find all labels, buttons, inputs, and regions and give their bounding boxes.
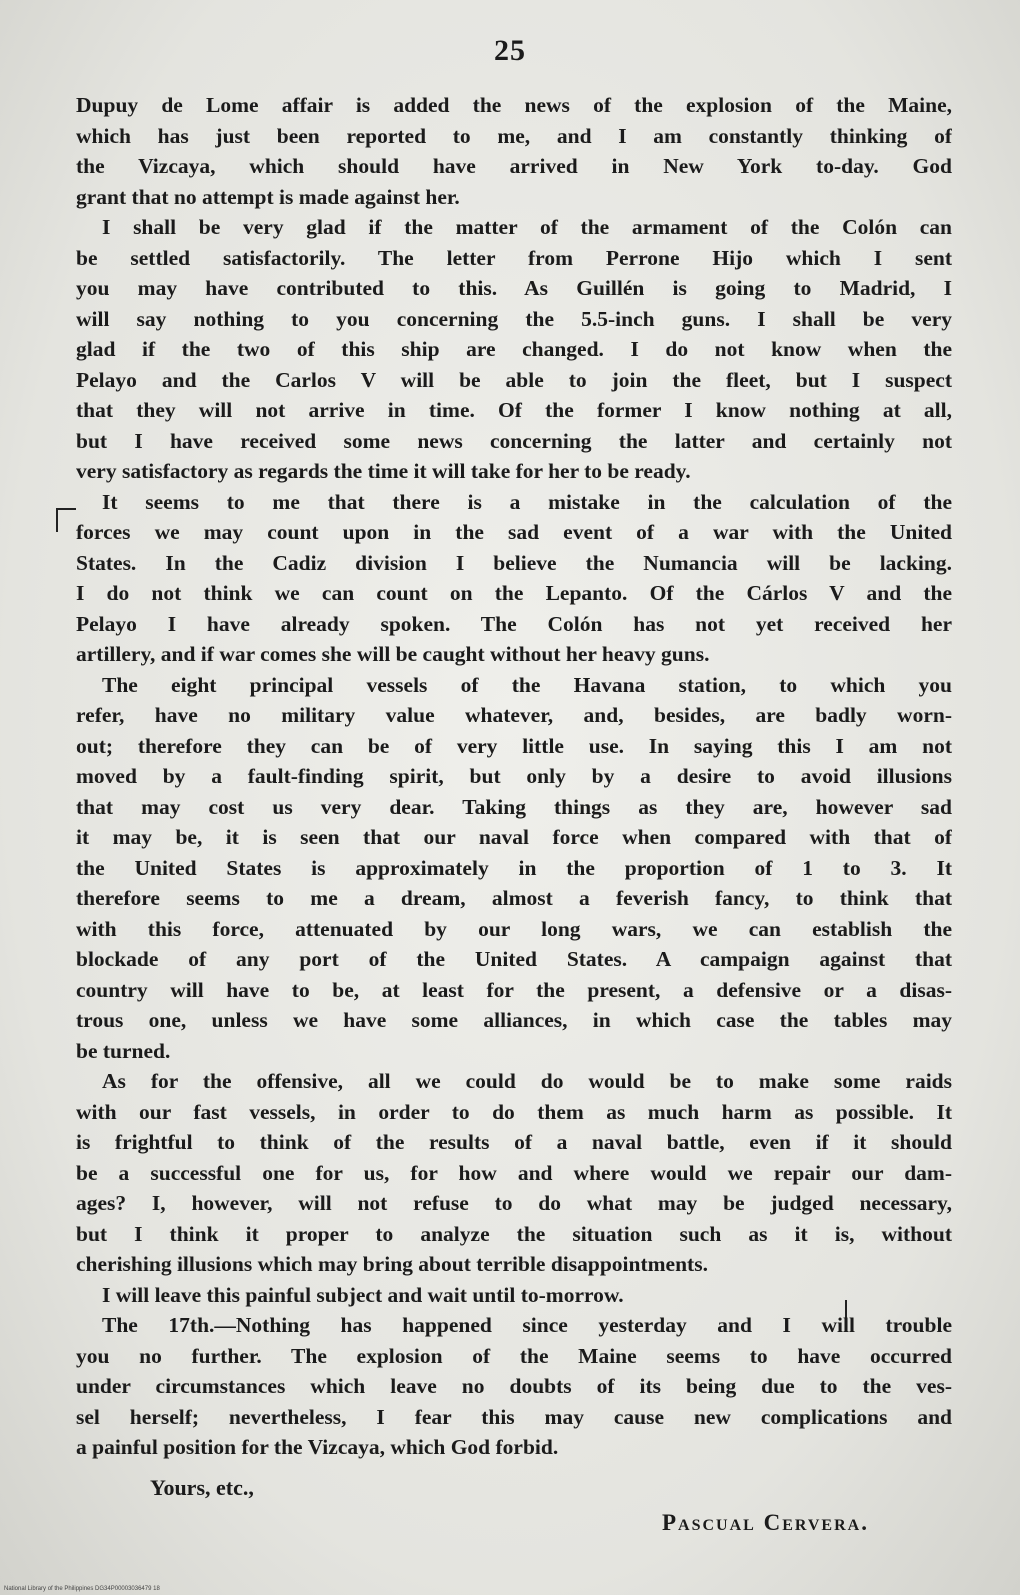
text-line: you no further. The explosion of the Maine seems to have occurred [76,1343,952,1368]
margin-bracket-open [56,508,76,532]
text-line: country will have to be, at least for the present, a defensive or a disas- [76,977,952,1002]
text-line: cherishing illusions which may bring about terrible disappointments. [76,1252,708,1276]
text-line: that may cost us very dear. Taking things as they are, however sad [76,794,952,819]
text-line: grant that no attempt is made against her. [76,184,460,209]
text-line: I will leave this painful subject and wait until to-morrow. [102,1282,624,1307]
text-line: the United States is approximately in the proportion of 1 to 3. It [76,855,952,880]
text-line: sel herself; nevertheless, I fear this may cause new complications and [76,1404,952,1429]
text-line: The 17th.—Nothing has happened since yesterday and I will trouble [102,1313,952,1337]
text-line: very satisfactory as regards the time it will take for her to be ready. [76,459,691,483]
text-line: blockade of any port of the United States. A campaign against that [76,947,952,971]
text-line: it may be, it is seen that our naval force when compared with that of [76,825,952,849]
text-line: but I think it proper to analyze the situation such as it is, without [76,1221,952,1246]
page-number: 25 [494,34,526,67]
text-line: Dupuy de Lome affair is added the news of the explosion of the Maine, [76,93,952,117]
text-line: artillery, and if war comes she will be caught without her heavy guns. [76,642,710,666]
text-line: forces we may count upon in the sad event of a war with the United [76,520,952,544]
signature: Pascual Cervera. [662,1510,869,1535]
text-line: which has just been reported to me, and I am constantly thinking of [76,123,952,148]
closing-salutation: Yours, etc., [150,1475,254,1500]
text-line: be turned. [76,1038,171,1063]
text-line: a painful position for the Vizcaya, which God forbid. [76,1435,559,1459]
text-line: It seems to me that there is a mistake in the calculation of the [102,489,952,514]
text-line: will say nothing to you concerning the 5.5-inch guns. I shall be very [76,306,952,331]
text-line: but I have received some news concerning the latter and certainly not [76,428,952,453]
text-line: States. In the Cadiz division I believe the Numancia will be lacking. [76,550,952,575]
text-line: with our fast vessels, in order to do them as much harm as possible. It [76,1099,952,1124]
text-line: ages? I, however, will not refuse to do what may be judged necessary, [76,1191,952,1215]
text-line: therefore seems to me a dream, almost a feverish fancy, to think that [76,886,952,910]
text-line: The eight principal vessels of the Havana station, to which you [102,672,952,697]
text-line: As for the offensive, all we could do would be to make some raids [102,1069,952,1093]
text-line: be settled satisfactorily. The letter from Perrone Hijo which I sent [76,245,952,270]
text-line: trous one, unless we have some alliances, in which case the tables may [76,1008,952,1032]
text-line: I do not think we can count on the Lepanto. Of the Cárlos V and the [76,581,952,605]
text-line: Pelayo and the Carlos V will be able to join the fleet, but I suspect [76,367,952,392]
text-line: refer, have no military value whatever, and, besides, are badly worn- [76,703,952,727]
text-line: out; therefore they can be of very little use. In saying this I am not [76,733,952,758]
text-line: that they will not arrive in time. Of the former I know nothing at all, [76,398,952,422]
text-line: under circumstances which leave no doubts of its being due to the ves- [76,1374,952,1398]
text-line: glad if the two of this ship are changed. I do not know when the [76,337,952,361]
text-line: with this force, attenuated by our long wars, we can establish the [76,916,952,941]
text-line: be a successful one for us, for how and where would we repair our dam- [76,1160,952,1185]
text-line: is frightful to think of the results of a naval battle, even if it should [76,1130,952,1154]
text-line: I shall be very glad if the matter of the armament of the Colón can [102,215,952,239]
text-line: Pelayo I have already spoken. The Colón has not yet received her [76,611,952,636]
text-line: the Vizcaya, which should have arrived in New York to-day. God [76,154,952,178]
text-line: moved by a fault-finding spirit, but only by a desire to avoid illusions [76,764,952,788]
text-line: you may have contributed to this. As Guillén is going to Madrid, I [76,276,952,300]
footer-note: National Library of the Philippines DG34P00003036479 18 [4,1586,160,1592]
letter-body [76,90,952,1463]
